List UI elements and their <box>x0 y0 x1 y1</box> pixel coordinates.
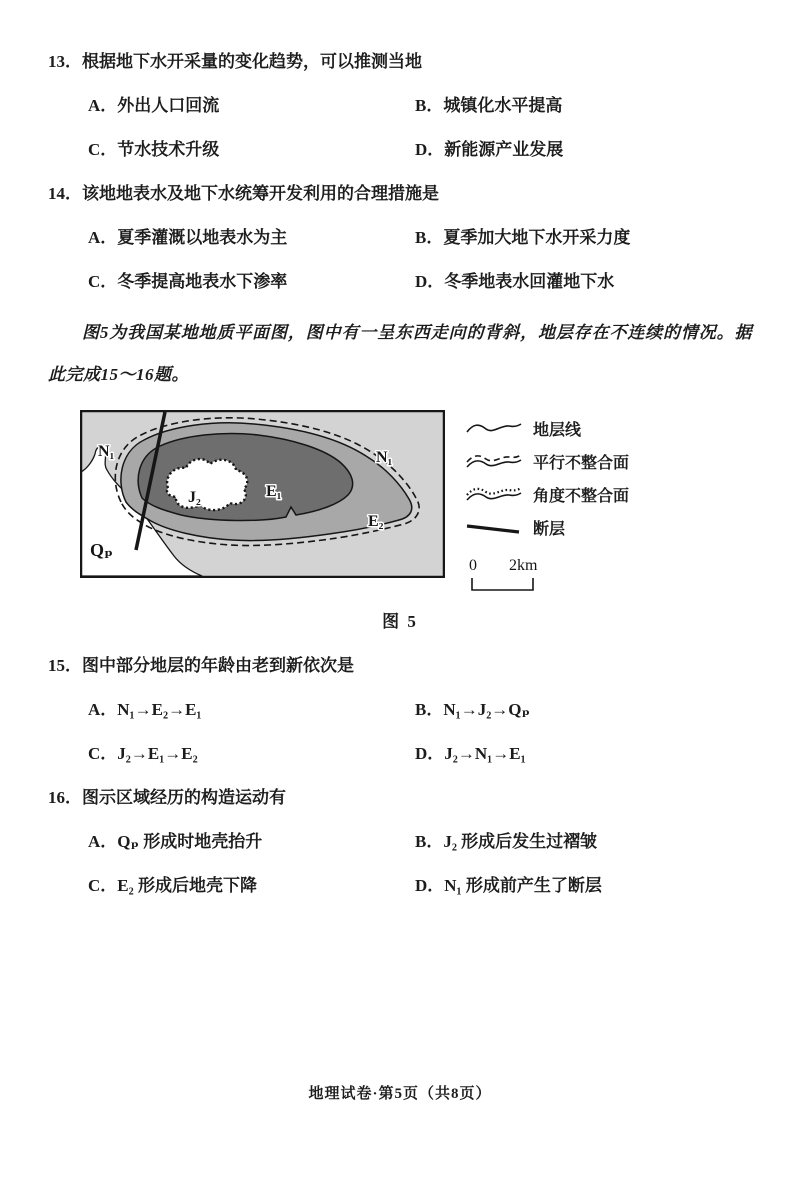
question-16-options <box>88 820 752 908</box>
question-16-option-a: A．Qₚ 形成时地壳抬升 <box>88 832 263 851</box>
legend-label-fault: 断层 <box>533 521 566 538</box>
question-13-option-b: B．城镇化水平提高 <box>415 96 563 115</box>
question-13-option-c: C．节水技术升级 <box>88 140 220 159</box>
question-14-option-d: D．冬季地表水回灌地下水 <box>415 272 615 291</box>
question-15-title: 15．图中部分地层的年龄由老到新依次是 <box>48 656 354 675</box>
question-15-options <box>88 688 752 776</box>
scale-start-label: 0 <box>469 557 477 574</box>
scale-end-label: 2km <box>509 557 538 574</box>
question-13-options <box>88 84 752 172</box>
map-label-j2: J₂ <box>188 489 201 506</box>
question-16-option-c: C．E₂ 形成后地壳下降 <box>88 876 257 895</box>
question-16 <box>48 776 752 908</box>
map-label-n1-left: N₁ <box>98 443 115 460</box>
map-legend <box>465 410 629 596</box>
map-scale-bar <box>465 554 585 596</box>
question-15-option-d: D．J₂→N₁→E₁ <box>415 744 526 763</box>
question-13-title: 13．根据地下水开采量的变化趋势，可以推测当地 <box>48 52 422 71</box>
page-footer: 地理试卷·第5页（共8页） <box>308 1086 492 1102</box>
question-13 <box>48 40 752 172</box>
fault-icon <box>465 517 523 539</box>
geological-map <box>80 410 445 583</box>
legend-label-angular-unconformity: 角度不整合面 <box>533 488 630 505</box>
question-15-option-a: A．N₁→E₂→E₁ <box>88 700 202 719</box>
question-15 <box>48 644 752 776</box>
legend-item-parallel-unconformity <box>465 445 629 478</box>
stratum-line-icon <box>465 418 523 440</box>
legend-label-parallel-unconformity: 平行不整合面 <box>533 455 630 472</box>
parallel-unconformity-icon <box>465 451 523 473</box>
question-16-option-b: B．J₂ 形成后发生过褶皱 <box>415 832 598 851</box>
map-label-n1-right: N₁ <box>376 449 393 466</box>
question-14-option-c: C．冬季提高地表水下渗率 <box>88 272 288 291</box>
legend-item-angular-unconformity <box>465 478 629 511</box>
question-15-option-b: B．N₁→J₂→Qₚ <box>415 700 531 719</box>
map-label-qp: Qₚ <box>90 540 113 560</box>
angular-unconformity-icon <box>465 484 523 506</box>
question-14-title: 14．该地地表水及地下水统筹开发利用的合理措施是 <box>48 184 439 203</box>
question-14-option-b: B．夏季加大地下水开采力度 <box>415 228 631 247</box>
scale-bracket <box>472 578 533 590</box>
figure-5 <box>80 410 752 596</box>
figure-caption: 图 5 <box>382 612 418 631</box>
question-13-option-d: D．新能源产业发展 <box>415 140 564 159</box>
question-14-options <box>88 216 752 304</box>
question-14-option-a: A．夏季灌溉以地表水为主 <box>88 228 288 247</box>
question-13-option-a: A．外出人口回流 <box>88 96 220 115</box>
question-16-option-d: D．N₁ 形成前产生了断层 <box>415 876 602 895</box>
figure-intro-paragraph: 图5为我国某地地质平面图，图中有一呈东西走向的背斜，地层存在不连续的情况。据此完成15～16题。 <box>48 323 752 384</box>
map-label-e1: E₁ <box>266 483 282 500</box>
question-16-title: 16．图示区域经历的构造运动有 <box>48 788 286 807</box>
map-label-e2: E₂ <box>368 513 384 530</box>
question-14 <box>48 172 752 304</box>
geological-map-svg <box>80 410 445 578</box>
legend-label-stratum-line: 地层线 <box>533 422 582 439</box>
question-15-option-c: C．J₂→E₁→E₂ <box>88 744 198 763</box>
legend-item-fault <box>465 511 629 544</box>
legend-item-stratum-line <box>465 412 629 445</box>
